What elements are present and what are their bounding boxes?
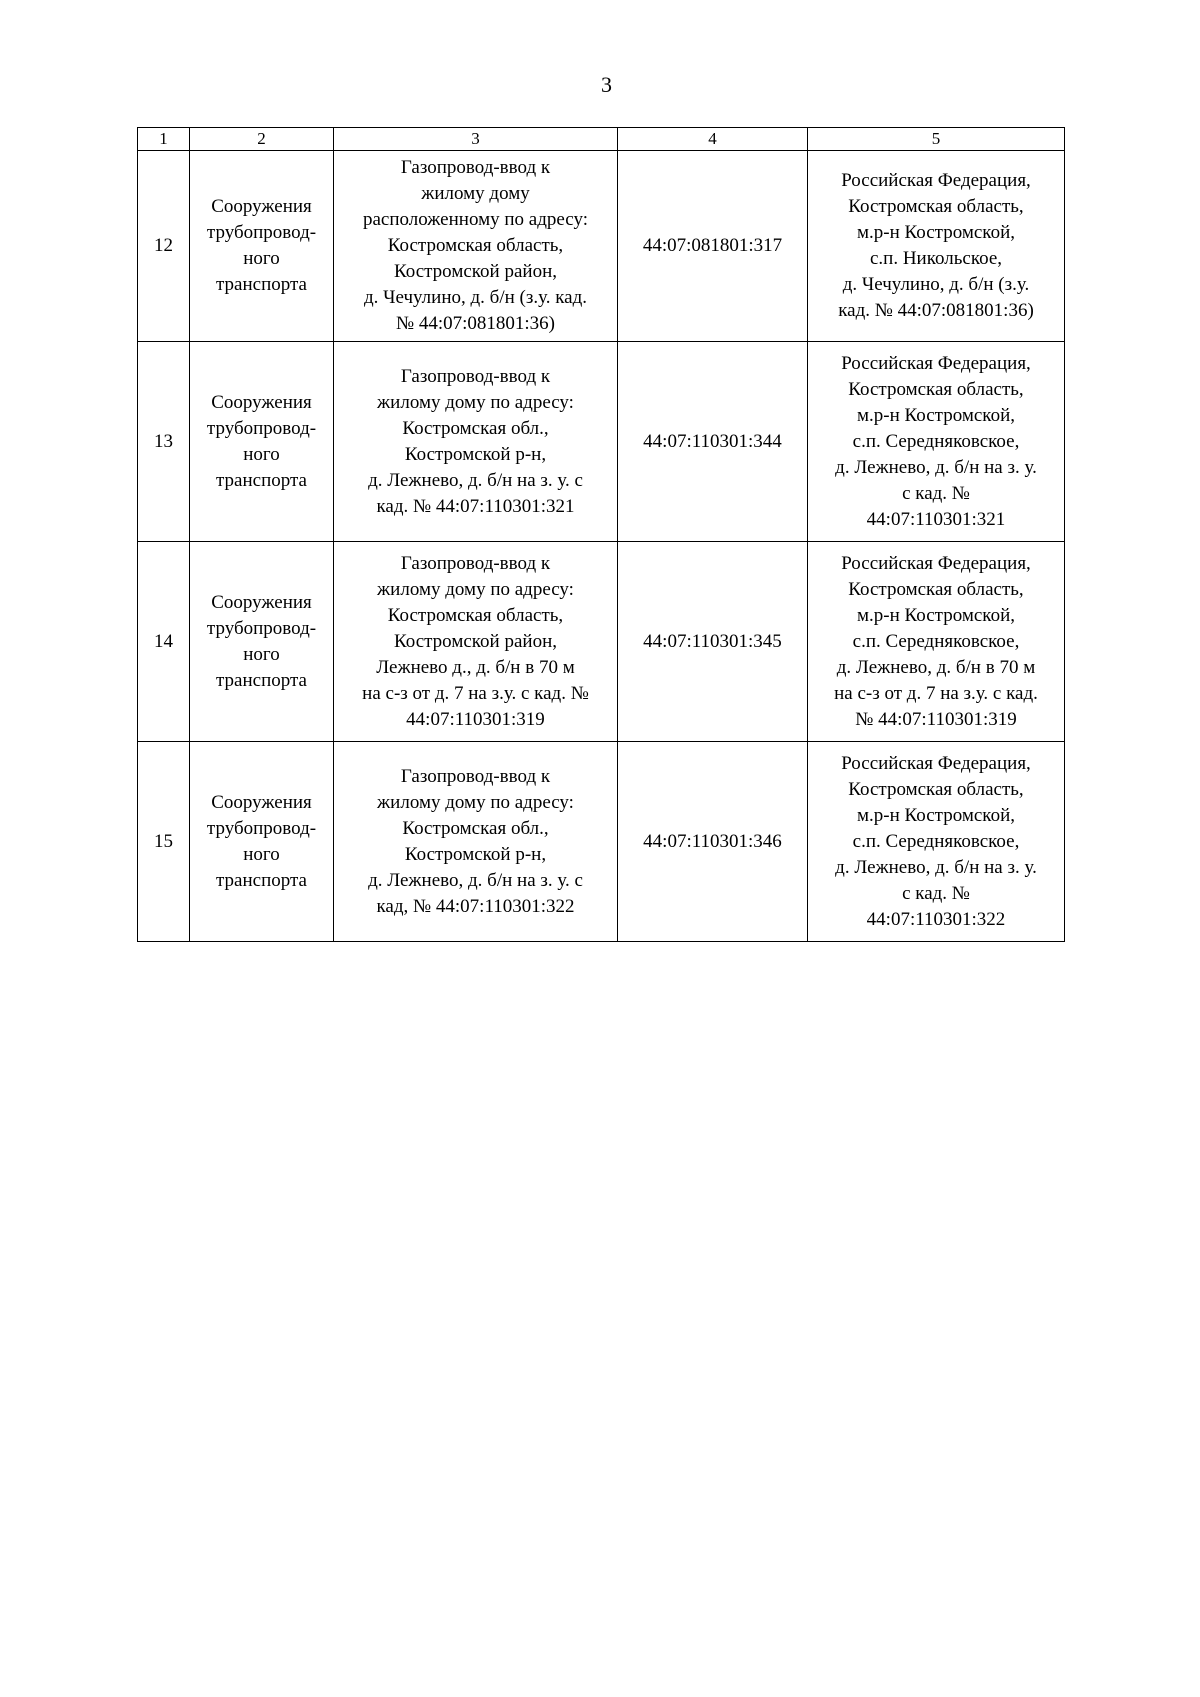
address-line: на с-з от д. 7 на з.у. с кад. [834, 682, 1038, 704]
object-type-cell [190, 151, 334, 342]
object-name-line: на с-з от д. 7 на з.у. с кад. № [362, 682, 589, 704]
object-name-cell [334, 151, 618, 342]
object-name-line: Костромская область, [387, 604, 564, 626]
registry-table [137, 127, 1065, 942]
object-name-line: Костромская обл., [402, 417, 549, 439]
object-name-line: Костромской р-н, [404, 443, 547, 465]
object-type-line: Сооружения [211, 791, 312, 813]
address-line: м.р-н Костромской, [857, 222, 1015, 243]
object-name-line: 44:07:110301:319 [406, 708, 545, 730]
object-type-line: транспорта [216, 669, 307, 691]
address-line: с.п. Середняковское, [852, 630, 1020, 652]
address-line: Российская Федерация, [841, 552, 1031, 574]
cadastral-number: 44:07:110301:345 [618, 542, 808, 742]
object-type-line: транспорта [216, 274, 307, 295]
address-line: с.п. Никольское, [869, 248, 1003, 269]
object-name-line: Костромская область, [387, 235, 564, 256]
address-line: Костромская область, [848, 378, 1024, 400]
object-name-cell [334, 742, 618, 942]
object-type-line: ного [243, 443, 280, 465]
row-number: 15 [138, 742, 190, 942]
object-type-line: ного [243, 843, 280, 865]
address-line: Костромская область, [848, 578, 1024, 600]
object-type-line: трубопровод- [206, 617, 317, 639]
object-name-line: Костромская обл., [402, 817, 549, 839]
row-number: 12 [138, 151, 190, 342]
column-header: 1 [138, 128, 190, 151]
cadastral-number: 44:07:110301:346 [618, 742, 808, 942]
object-name-line: расположенному по адресу: [363, 209, 588, 230]
object-name-line: кад, № 44:07:110301:322 [376, 895, 575, 917]
object-type-line: ного [243, 643, 280, 665]
object-type-line: ного [243, 248, 280, 269]
object-name-line: Газопровод-ввод к [400, 157, 551, 178]
object-type-cell [190, 742, 334, 942]
address-line: № 44:07:110301:319 [855, 708, 1017, 730]
object-name-line: Газопровод-ввод к [400, 365, 551, 387]
address-cell [808, 542, 1065, 742]
address-line: 44:07:110301:321 [866, 508, 1006, 530]
address-line: д. Чечулино, д. б/н (з.у. [842, 274, 1030, 295]
address-line: 44:07:110301:322 [866, 908, 1006, 930]
address-line: с.п. Середняковское, [852, 830, 1020, 852]
address-line: м.р-н Костромской, [857, 404, 1015, 426]
object-name-line: № 44:07:081801:36) [395, 313, 556, 334]
address-line: с кад. № [902, 482, 970, 504]
object-type-line: Сооружения [211, 391, 312, 413]
object-name-line: д. Лежнево, д. б/н на з. у. с [368, 869, 583, 891]
table-row [138, 151, 1065, 342]
address-line: м.р-н Костромской, [857, 604, 1015, 626]
table-row [138, 742, 1065, 942]
row-number: 14 [138, 542, 190, 742]
cadastral-number: 44:07:110301:344 [618, 342, 808, 542]
address-cell [808, 151, 1065, 342]
object-type-line: трубопровод- [206, 417, 317, 439]
object-type-cell [190, 342, 334, 542]
column-header: 4 [618, 128, 808, 151]
object-name-line: кад. № 44:07:110301:321 [376, 495, 575, 517]
object-type-line: трубопровод- [206, 817, 317, 839]
address-line: Костромская область, [848, 196, 1024, 217]
object-name-line: жилому дому [421, 183, 530, 204]
address-line: Костромская область, [848, 778, 1024, 800]
column-header: 5 [808, 128, 1065, 151]
object-name-line: Костромской район, [394, 630, 557, 652]
table-row [138, 342, 1065, 542]
object-name-line: Газопровод-ввод к [400, 552, 551, 574]
cadastral-number: 44:07:081801:317 [618, 151, 808, 342]
object-name-line: Газопровод-ввод к [400, 765, 551, 787]
address-line: д. Лежнево, д. б/н на з. у. [835, 456, 1037, 478]
object-name-cell [334, 542, 618, 742]
object-type-line: транспорта [216, 869, 307, 891]
table-row [138, 542, 1065, 742]
address-line: Российская Федерация, [841, 752, 1031, 774]
address-line: Российская Федерация, [841, 170, 1031, 191]
object-name-line: жилому дому по адресу: [377, 791, 574, 813]
page-number: 3 [601, 72, 612, 97]
object-name-line: д. Лежнево, д. б/н на з. у. с [368, 469, 583, 491]
address-line: кад. № 44:07:081801:36) [838, 300, 1034, 321]
object-name-line: Костромской р-н, [404, 843, 547, 865]
address-line: м.р-н Костромской, [857, 804, 1015, 826]
object-name-line: жилому дому по адресу: [377, 391, 574, 413]
object-name-line: жилому дому по адресу: [377, 578, 574, 600]
object-name-line: д. Чечулино, д. б/н (з.у. кад. [363, 287, 588, 308]
object-name-cell [334, 342, 618, 542]
address-line: д. Лежнево, д. б/н в 70 м [836, 656, 1036, 678]
address-line: д. Лежнево, д. б/н на з. у. [835, 856, 1037, 878]
object-name-line: Костромской район, [394, 261, 557, 282]
column-header: 3 [334, 128, 618, 151]
address-line: с кад. № [902, 882, 970, 904]
table-header-row [138, 128, 1065, 151]
object-type-cell [190, 542, 334, 742]
object-name-line: Лежнево д., д. б/н в 70 м [376, 656, 575, 678]
object-type-line: транспорта [216, 469, 307, 491]
column-header: 2 [190, 128, 334, 151]
object-type-line: трубопровод- [206, 222, 317, 243]
address-line: с.п. Середняковское, [852, 430, 1020, 452]
address-cell [808, 342, 1065, 542]
row-number: 13 [138, 342, 190, 542]
object-type-line: Сооружения [211, 591, 312, 613]
address-cell [808, 742, 1065, 942]
object-type-line: Сооружения [211, 196, 312, 217]
address-line: Российская Федерация, [841, 352, 1031, 374]
